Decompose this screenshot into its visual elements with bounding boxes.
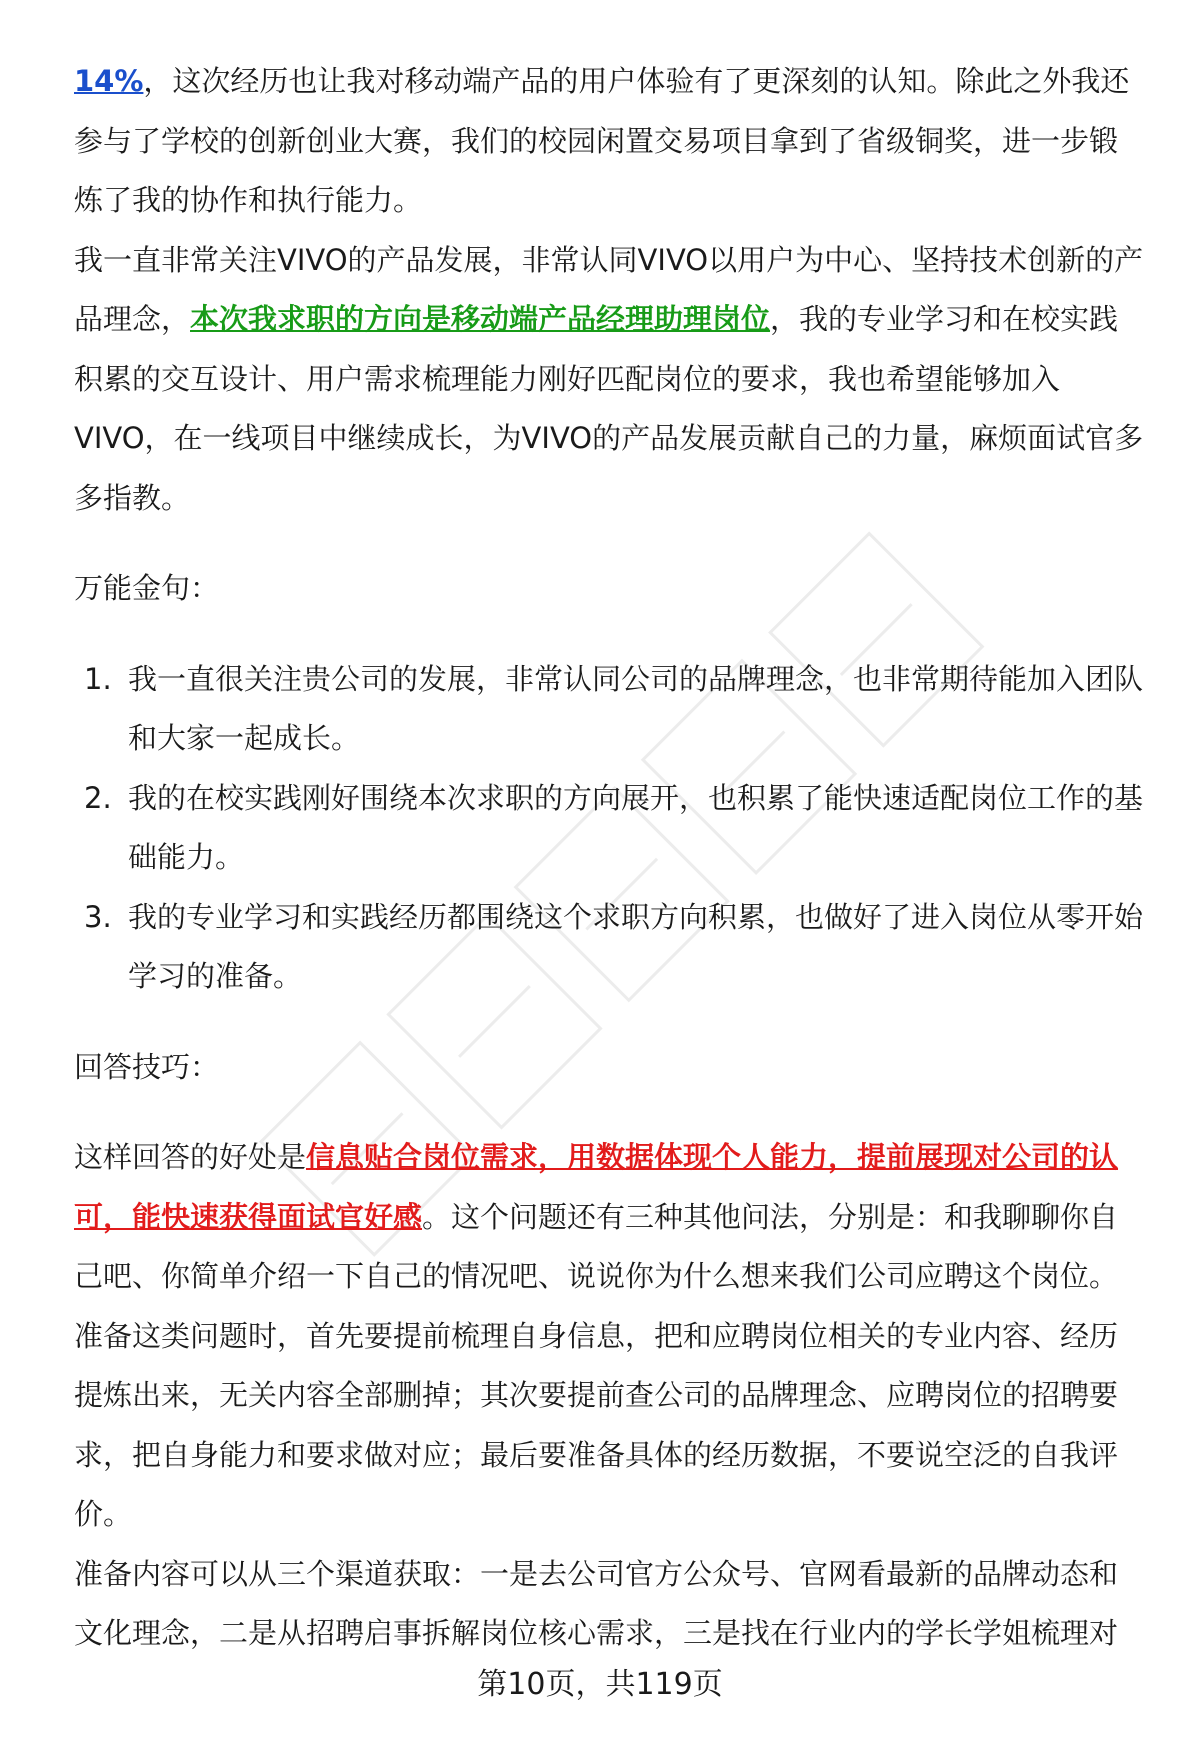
golden-list bbox=[74, 650, 1146, 1007]
document-body bbox=[74, 52, 1146, 1664]
percent-link[interactable]: 14% bbox=[74, 64, 144, 98]
list-item bbox=[74, 888, 1146, 1007]
intro-paragraph-2-text-b: ，我的专业学习和在校实践积累的交互设计、用户需求梳理能力刚好匹配岗位的要求，我也希望能够加入VIVO，在一线项目中继续成长，为VIVO的产品发展贡献自己的力量，麻烦面试官多多指教。 bbox=[74, 302, 1144, 515]
intro-paragraph-2-text-a: 我一直非常关注VIVO的产品发展，非常认同VIVO以用户为中心、坚持技术创新的产品理念， bbox=[74, 242, 1144, 336]
list-item-number: 3. bbox=[84, 899, 112, 934]
tips-heading: 回答技巧： bbox=[74, 1049, 220, 1084]
list-item-text: 我的在校实践刚好围绕本次求职的方向展开，也积累了能快速适配岗位工作的基础能力。 bbox=[128, 780, 1144, 874]
list-item-number: 1. bbox=[84, 661, 112, 696]
intro-paragraph-1-text: ，这次经历也让我对移动端产品的用户体验有了更深刻的认知。除此之外我还参与了学校的创新创业大赛，我们的校园闲置交易项目拿到了省级铜奖，进一步锻炼了我的协作和执行能力。 bbox=[74, 64, 1130, 217]
intro-paragraph-1 bbox=[74, 52, 1146, 231]
tips-paragraph-2: 准备这类问题时，首先要提前梳理自身信息，把和应聘岗位相关的专业内容、经历提炼出来，无关内容全部删掉；其次要提前查公司的品牌理念、应聘岗位的招聘要求，把自身能力和要求做对应；最后要准备具体的经历数据，不要说空泛的自我评价。 bbox=[74, 1318, 1119, 1531]
tips-paragraph-1-text-b: 。这个问题还有三种其他问法，分别是：和我聊聊你自己吧、你简单介绍一下自己的情况吧、说说你为什么想来我们公司应聘这个岗位。 bbox=[74, 1199, 1119, 1293]
golden-heading: 万能金句： bbox=[74, 571, 220, 605]
tips-paragraph-1 bbox=[74, 1128, 1146, 1307]
tips-paragraph-1-text-a: 这样回答的好处是 bbox=[74, 1140, 307, 1174]
benefit-highlight: 信息贴合岗位需求，用数据体现个人能力，提前展现对公司的认可，能快速获得面试官好感 bbox=[74, 1140, 1119, 1234]
tips-paragraph-3: 准备内容可以从三个渠道获取：一是去公司官方公众号、官网看最新的品牌动态和文化理念，二是从招聘启事拆解岗位核心需求，三是找在行业内的学长学姐梳理对 bbox=[74, 1556, 1119, 1650]
list-item-text: 我一直很关注贵公司的发展，非常认同公司的品牌理念，也非常期待能加入团队和大家一起成长。 bbox=[128, 661, 1144, 755]
list-item bbox=[74, 769, 1146, 888]
job-direction-highlight: 本次我求职的方向是移动端产品经理助理岗位 bbox=[190, 302, 771, 336]
list-item-number: 2. bbox=[84, 780, 112, 815]
list-item-text: 我的专业学习和实践经历都围绕这个求职方向积累，也做好了进入岗位从零开始学习的准备。 bbox=[128, 899, 1144, 993]
list-item bbox=[74, 650, 1146, 769]
page-number-footer: 第10页，共119页 bbox=[477, 1667, 723, 1702]
intro-paragraph-2 bbox=[74, 231, 1146, 529]
